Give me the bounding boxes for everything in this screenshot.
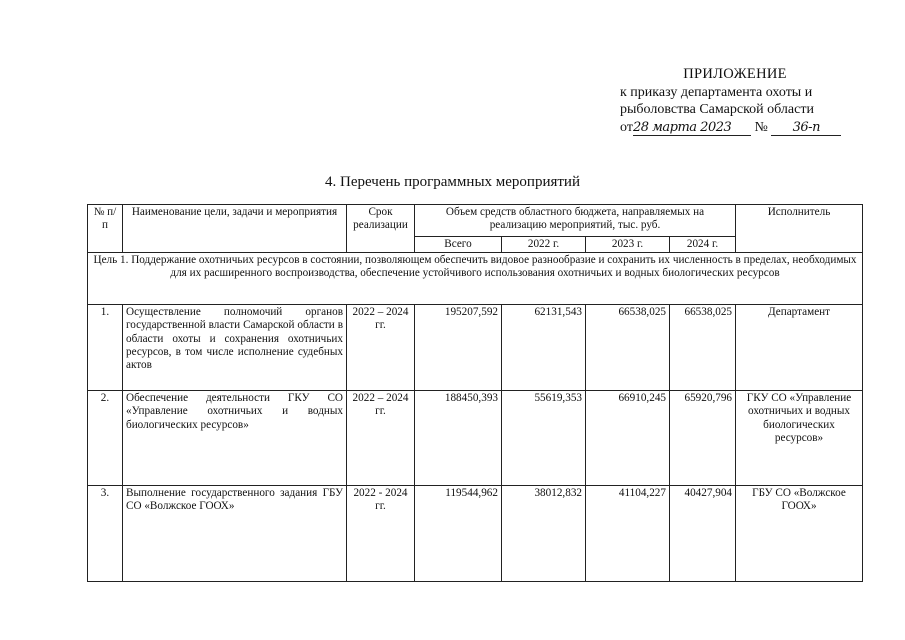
row-2022: 62131,543: [502, 305, 586, 391]
row-executor: ГБУ СО «Волжское ГООХ»: [736, 486, 863, 582]
table-row: [88, 486, 863, 582]
header-term: Срок реализации: [347, 205, 415, 253]
appendix-block: [620, 66, 850, 136]
row-executor: ГКУ СО «Управление охотничьих и водных биологических ресурсов»: [736, 391, 863, 486]
row-name: Осуществление полномочий органов государственной власти Самарской области в области охоты и сохранения охотничьих ресурсов, в том числе исполнение судебных актов: [123, 305, 347, 391]
row-executor: Департамент: [736, 305, 863, 391]
appendix-line-2: рыболовства Самарской области: [620, 102, 814, 117]
row-num: 3.: [88, 486, 123, 582]
table-row: [88, 391, 863, 486]
row-2023: 66538,025: [586, 305, 670, 391]
program-measures-table: [87, 204, 863, 582]
row-num: 1.: [88, 305, 123, 391]
handwritten-number: 36-п: [771, 121, 841, 136]
row-2022: 55619,353: [502, 391, 586, 486]
row-name: Выполнение государственного задания ГБУ СО «Волжское ГООХ»: [123, 486, 347, 582]
row-num: 2.: [88, 391, 123, 486]
row-2023: 41104,227: [586, 486, 670, 582]
header-total: Всего: [415, 237, 502, 253]
number-label: №: [754, 119, 768, 135]
goal-row: [88, 253, 863, 305]
row-term: 2022 - 2024 гг.: [347, 486, 415, 582]
header-2024: 2024 г.: [670, 237, 736, 253]
header-executor: Исполнитель: [736, 205, 863, 253]
table-header-row: [88, 205, 863, 237]
row-term: 2022 – 2024 гг.: [347, 391, 415, 486]
header-2023: 2023 г.: [586, 237, 670, 253]
header-2022: 2022 г.: [502, 237, 586, 253]
row-2024: 66538,025: [670, 305, 736, 391]
row-total: 195207,592: [415, 305, 502, 391]
header-name: Наименование цели, задачи и мероприятия: [123, 205, 347, 253]
header-num: № п/п: [88, 205, 123, 253]
header-budget: Объем средств областного бюджета, направляемых на реализацию мероприятий, тыс. руб.: [415, 205, 736, 237]
handwritten-date: 28 марта 2023: [633, 121, 751, 136]
row-2022: 38012,832: [502, 486, 586, 582]
row-total: 188450,393: [415, 391, 502, 486]
appendix-title: ПРИЛОЖЕНИЕ: [683, 66, 787, 82]
row-total: 119544,962: [415, 486, 502, 582]
goal-text: Цель 1. Поддержание охотничьих ресурсов в состоянии, позволяющем обеспечить видовое разнообразие и сохранить их численность в пределах, необходимых для их расширенного воспроизводства, обеспечение устойчивого использования охотничьих и водных биологических ресурсов: [88, 253, 863, 305]
row-2024: 65920,796: [670, 391, 736, 486]
date-prefix: от: [620, 119, 633, 135]
row-term: 2022 – 2024 гг.: [347, 305, 415, 391]
table-row: [88, 305, 863, 391]
row-2023: 66910,245: [586, 391, 670, 486]
row-2024: 40427,904: [670, 486, 736, 582]
order-date-number: [620, 119, 850, 137]
section-heading: 4. Перечень программных мероприятий: [325, 174, 580, 190]
row-name: Обеспечение деятельности ГКУ СО «Управление охотничьих и водных биологических ресурсов»: [123, 391, 347, 486]
appendix-line-1: к приказу департамента охоты и: [620, 84, 813, 100]
